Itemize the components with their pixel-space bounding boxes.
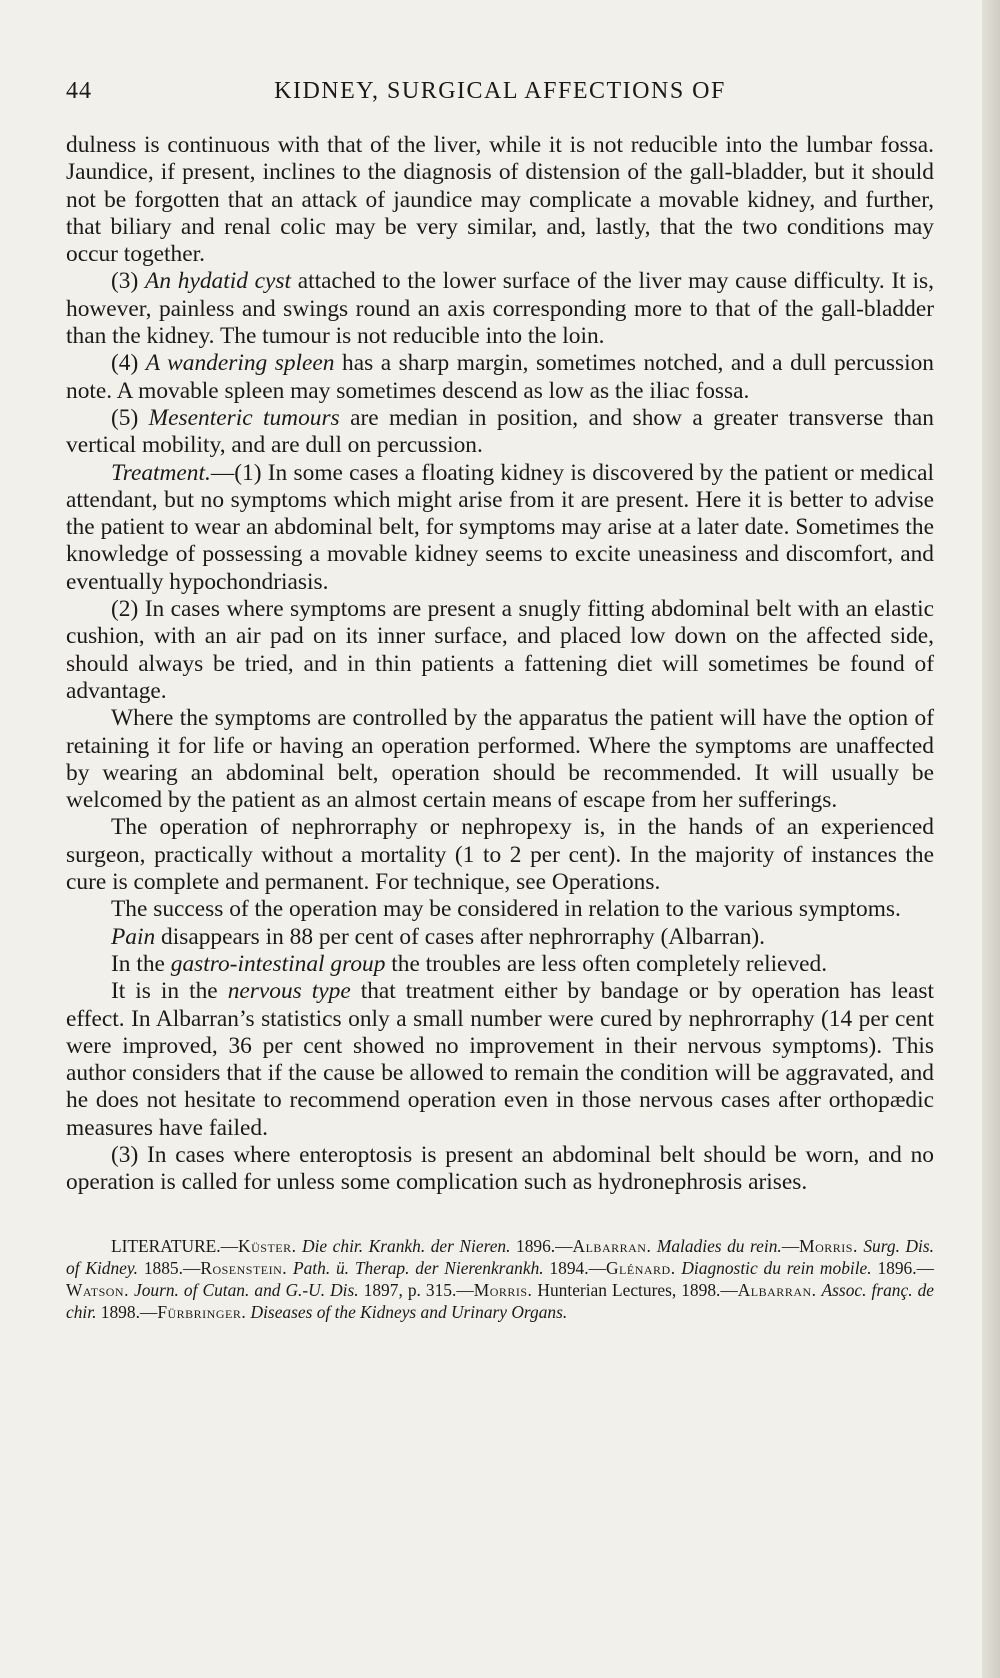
italic-text: Journ. of Cutan. and G.-U. Dis.	[133, 1279, 359, 1300]
text-run: In the	[111, 950, 171, 977]
italic-text: Assoc. franç. de chir.	[66, 1279, 934, 1322]
paragraph	[66, 924, 934, 951]
paragraph	[66, 978, 934, 1142]
paragraph	[66, 268, 934, 350]
italic-text: A wandering spleen	[145, 350, 335, 377]
italic-text: Treatment.	[111, 459, 211, 486]
author-name: Albarran.	[737, 1279, 817, 1300]
running-head	[66, 78, 934, 108]
text-run: 1897, p. 315.—	[358, 1279, 474, 1300]
text-run: the troubles are less often completely relieved.	[385, 950, 828, 977]
paragraph	[66, 405, 934, 460]
italic-text: Mesenteric tumours	[148, 404, 340, 431]
italic-text: An hydatid cyst	[145, 268, 292, 295]
italic-text: Pain	[111, 923, 156, 950]
text-run: 1894.—	[543, 1257, 606, 1278]
text-run: The operation of nephrorraphy or nephropexy is, in the hands of an experienced surgeon, practically without a mortality (1 to 2 per cent). In the majority of instances the cure is complete and permanent. For technique, see Operations.	[66, 814, 934, 896]
literature-references	[66, 1235, 934, 1323]
running-title: KIDNEY, SURGICAL AFFECTIONS OF	[274, 78, 726, 104]
text-run: attached to the lower surface of the liver may cause difficulty. It is, however, painless and swings round an axis corresponding more to that of the gall-bladder than the kidney. The tumour is not reducible into the loin.	[66, 268, 934, 350]
text-run: It is in the	[111, 978, 228, 1005]
author-name: Rosenstein.	[200, 1257, 288, 1278]
text-run: disappears in 88 per cent of cases after nephrorraphy (Albarran).	[155, 923, 766, 950]
italic-text: Surg. Dis. of Kidney.	[66, 1235, 934, 1278]
paragraph	[66, 705, 934, 814]
italic-text: gastro-intestinal group	[170, 950, 386, 977]
text-run: 1885.—	[138, 1257, 201, 1278]
text-run: are median in position, and show a greater transverse than vertical mobility, and are dull on percussion.	[66, 404, 934, 459]
italic-text: Diagnostic du rein mobile.	[681, 1257, 872, 1278]
author-name: Küster.	[238, 1235, 297, 1256]
text-run: LITERATURE.—	[111, 1235, 239, 1256]
text-run: 1898.—	[96, 1301, 158, 1322]
body-text	[66, 132, 934, 1197]
text-run: that treatment either by bandage or by operation has least effect. In Albarran’s statistics only a small number were cured by nephrorraphy (14 per cent were improved, 36 per cent showed no improvement in their nervous symptoms). This author considers that if the cause be allowed to remain the condition will be aggravated, and he does not hesitate to recommend operation even in those nervous cases after orthopædic measures have failed.	[66, 978, 934, 1141]
text-run: dulness is continuous with that of the liver, while it is not reducible into the lumbar fossa. Jaundice, if present, inclines to the diagnosis of distension of the gall-bladder, but it should not be forgotten that an attack of jaundice may complicate a movable kidney, and further, that biliary and renal colic may be very similar, and, lastly, that the two conditions may occur together.	[66, 132, 934, 268]
italic-text: nervous type	[227, 978, 351, 1005]
paragraph	[66, 460, 934, 596]
paragraph	[66, 814, 934, 896]
author-name: Glénard.	[605, 1257, 676, 1278]
paragraph	[66, 350, 934, 405]
text-run: (2) In cases where symptoms are present a snugly fitting abdominal belt with an elastic cushion, with an air pad on its inner surface, and placed low down on the affected side, should always be tried, and in thin patients a fattening diet will sometimes be found of advantage.	[66, 596, 934, 704]
italic-text: Maladies du rein.	[656, 1235, 782, 1256]
author-name: Morris.	[473, 1279, 533, 1300]
page-edge-shadow	[982, 0, 1000, 1678]
paragraph	[66, 132, 934, 268]
text-run: 1896.—	[871, 1257, 934, 1278]
author-name: Fürbringer.	[157, 1301, 247, 1322]
text-run: (3) In cases where enteroptosis is present an abdominal belt should be worn, and no operation is called for unless some complication such as hydronephrosis arises.	[66, 1141, 934, 1196]
paragraph	[66, 1142, 934, 1197]
text-run: —	[781, 1235, 800, 1256]
italic-text: Die chir. Krankh. der Nieren.	[302, 1235, 511, 1256]
text-run: —(1) In some cases a floating kidney is discovered by the patient or medical attendant, but no symptoms which might arise from it are present. Here it is better to advise the patient to wear an abdominal belt, for symptoms may arise at a later date. Sometimes the knowledge of possessing a movable kidney seems to excite uneasiness and discomfort, and eventually hypochondriasis.	[66, 459, 934, 595]
text-run: 1896.—	[510, 1235, 573, 1256]
paragraph	[66, 896, 934, 923]
author-name: Watson.	[66, 1279, 129, 1300]
paragraph	[66, 596, 934, 705]
author-name: Albarran.	[572, 1235, 652, 1256]
text-run: (3)	[111, 268, 146, 295]
paragraph	[66, 951, 934, 978]
text-run: (4)	[111, 350, 146, 377]
text-run: has a sharp margin, sometimes notched, and a dull percussion note. A movable spleen may sometimes descend as low as the iliac fossa.	[66, 350, 935, 404]
italic-text: Diseases of the Kidneys and Urinary Organs.	[250, 1301, 568, 1322]
page-number: 44	[66, 78, 92, 104]
text-run: Where the symptoms are controlled by the apparatus the patient will have the option of retaining it for life or having an operation performed. Where the symptoms are unaffected by wearing an abdominal belt, operation should be recommended. It will usually be welcomed by the patient as an almost certain means of escape from her sufferings.	[66, 705, 934, 814]
italic-text: Path. ü. Therap. der Nierenkrankh.	[292, 1257, 544, 1278]
text-run: Hunterian Lectures, 1898.—	[532, 1279, 738, 1300]
text-run: (5)	[111, 404, 149, 431]
author-name: Morris.	[799, 1235, 858, 1256]
text-run: The success of the operation may be considered in relation to the various symptoms.	[111, 896, 901, 923]
